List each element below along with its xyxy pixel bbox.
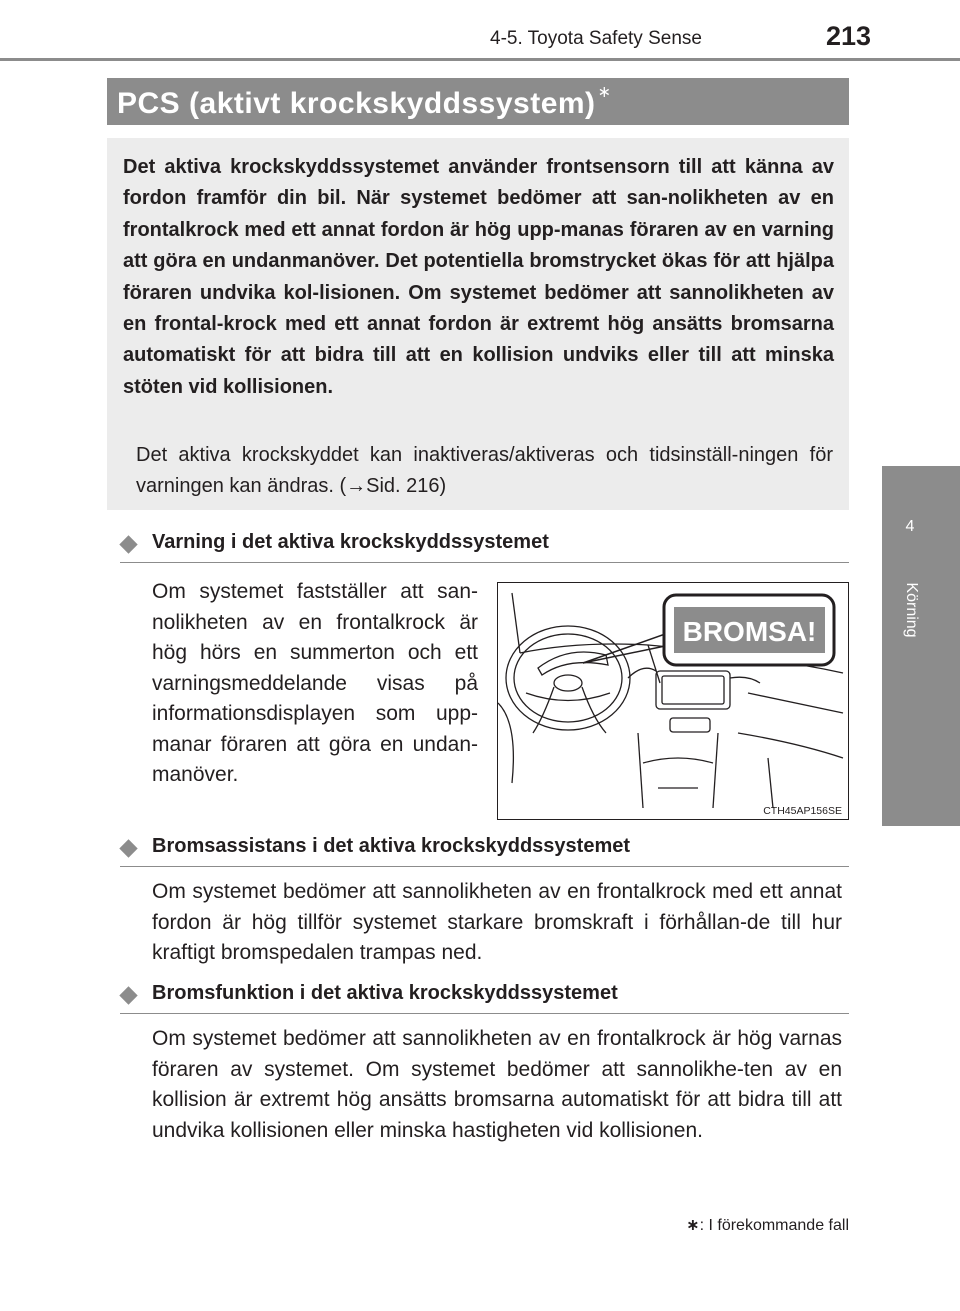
- section-braking-text: Om systemet bedömer att sannolikheten av en frontalkrock är hög varnas föraren av systemet. Om systemet bedömer att sannolikhe-ten av en kollision är extremt hög ansätts bromsarna automatiskt för att bidra till att undvika kollisionen eller minska hastigheten vid kollisionen.: [152, 1027, 842, 1142]
- dashboard-drawing: [498, 583, 847, 818]
- footnote: [660, 1215, 849, 1235]
- page-title: [117, 82, 611, 121]
- dashboard-illustration: [497, 582, 849, 820]
- page-reference-link[interactable]: Sid. 216: [366, 475, 440, 497]
- diamond-bullet-icon: [119, 839, 137, 857]
- page-title-text: PCS (aktivt krockskyddssystem): [117, 87, 596, 120]
- section-heading-text: Bromsassistans i det aktiva krockskyddssystemet: [152, 835, 631, 857]
- section-heading-brake-assist: [120, 835, 849, 867]
- diamond-bullet-icon: [119, 535, 137, 553]
- intro-note: [136, 440, 833, 502]
- intro-note-text: Det aktiva krockskyddet kan inaktiveras/aktiveras och tidsinställ-ningen för varningen kan ändras. (: [136, 444, 833, 497]
- diamond-bullet-icon: [119, 986, 137, 1004]
- page-number: 213: [826, 21, 872, 51]
- illustration-code: CTH45AP156SE: [763, 805, 842, 817]
- title-footnote-mark: ∗: [597, 84, 612, 101]
- running-header-section: 4-5. Toyota Safety Sense: [490, 28, 702, 49]
- footnote-text: : I förekommande fall: [699, 1217, 849, 1234]
- section-warning-text: Om systemet fastställer att san-nolikheten av en frontalkrock är hög hörs en summerton och ett varningsmeddelande visas på informationsdisplayen som upp-manar föraren att göra en undan-manöver.: [152, 580, 478, 786]
- section-heading-warning: [120, 531, 849, 563]
- header-rule: [0, 58, 960, 61]
- section-heading-braking: [120, 982, 849, 1014]
- intro-bold-text: Det aktiva krockskyddssystemet använder frontsensorn till att känna av fordon framför din bil. När systemet bedömer att san-nolikheten av en frontalkrock med ett annat fordon är hög upp-manas föraren av en varning att göra en undanmanöver. Det potentiella bromstrycket ökas för att hjälpa föraren undvika kol-lisionen. Om systemet bedömer att sannolikheten av en frontal-krock med ett annat fordon är extremt hög ansätts bromsarna automatiskt för att bidra till att en kollision undviks eller till att minska stöten vid kollisionen.: [123, 156, 834, 398]
- reference-arrow-icon: →: [346, 475, 367, 497]
- footnote-mark: ∗: [686, 1217, 700, 1234]
- chapter-title: Körning: [903, 582, 920, 638]
- intro-note-close: ): [439, 475, 447, 497]
- section-heading-text: Bromsfunktion i det aktiva krockskyddssystemet: [152, 982, 618, 1004]
- warning-display-message: BROMSA!: [682, 616, 817, 647]
- section-brake-assist-text: Om systemet bedömer att sannolikheten av en frontalkrock med ett annat fordon är hög tillför systemet starkare bromskraft i förhållan-de till hur kraftigt bromspedalen trampas ned.: [152, 880, 842, 964]
- chapter-number: 4: [905, 518, 915, 535]
- section-heading-text: Varning i det aktiva krockskyddssystemet: [152, 531, 549, 553]
